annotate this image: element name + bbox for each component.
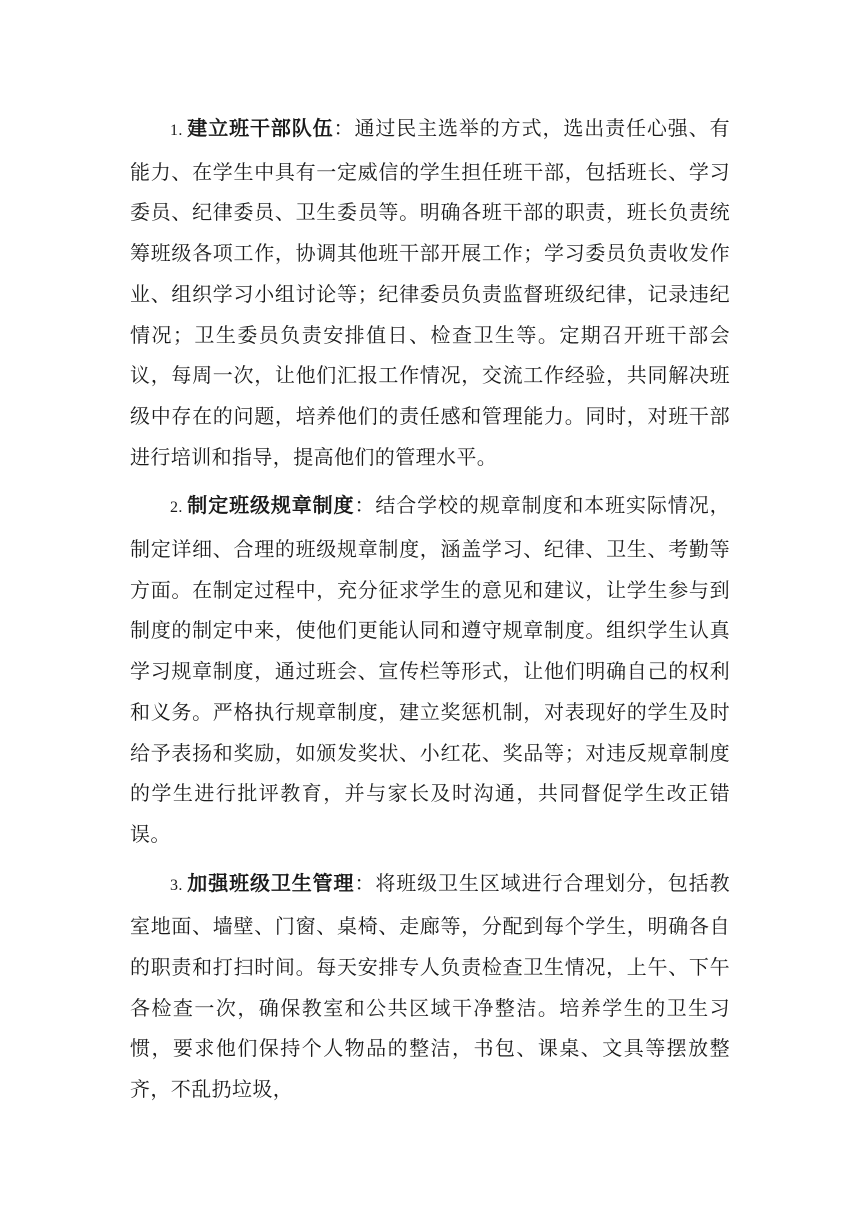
- paragraph-body: ：结合学校的规章制度和本班实际情况，制定详细、合理的班级规章制度，涵盖学习、纪律、卫生、考勤等方面。在制定过程中，充分征求学生的意见和建议，让学生参与到制度的制定中来，使他们更能认同和遵守规章制度。组织学生认真学习规章制度，通过班会、宣传栏等形式，让他们明确自己的权利和义务。严格执行规章制度，建立奖惩机制，对表现好的学生及时给予表扬和奖励，如颁发奖状、小红花、奖品等；对违反规章制度的学生进行批评教育，并与家长及时沟通，共同督促学生改正错误。: [130, 493, 730, 846]
- paragraph-heading: 加强班级卫生管理: [186, 870, 355, 895]
- paragraph-body: ：将班级卫生区域进行合理划分，包括教室地面、墙壁、门窗、桌椅、走廊等，分配到每个学生，明确各自的职责和打扫时间。每天安排专人负责检查卫生情况，上午、下午各检查一次，确保教室和公共区域干净整洁。培养学生的卫生习惯，要求他们保持个人物品的整洁，书包、课桌、文具等摆放整齐，不乱扔垃圾，: [130, 870, 730, 1102]
- paragraph-number: 1.: [170, 122, 183, 139]
- paragraph-heading: 建立班干部队伍: [186, 116, 334, 140]
- paragraph-2: [130, 485, 730, 854]
- paragraph-3: [130, 863, 730, 1110]
- paragraph-number: 2.: [170, 499, 183, 517]
- paragraph-body: ：通过民主选举的方式，选出责任心强、有能力、在学生中具有一定威信的学生担任班干部，包括班长、学习委员、纪律委员、卫生委员等。明确各班干部的职责，班长负责统筹班级各项工作，协调其他班干部开展工作；学习委员负责收发作业、组织学习小组讨论等；纪律委员负责监督班级纪律，记录违纪情况；卫生委员负责安排值日、检查卫生等。定期召开班干部会议，每周一次，让他们汇报工作情况，交流工作经验，共同解决班级中存在的问题，培养他们的责任感和管理能力。同时，对班干部进行培训和指导，提高他们的管理水平。: [130, 116, 730, 469]
- paragraph-heading: 制定班级规章制度: [186, 493, 355, 518]
- document-page: [130, 108, 730, 1118]
- paragraph-1: [130, 108, 730, 477]
- paragraph-number: 3.: [170, 876, 183, 894]
